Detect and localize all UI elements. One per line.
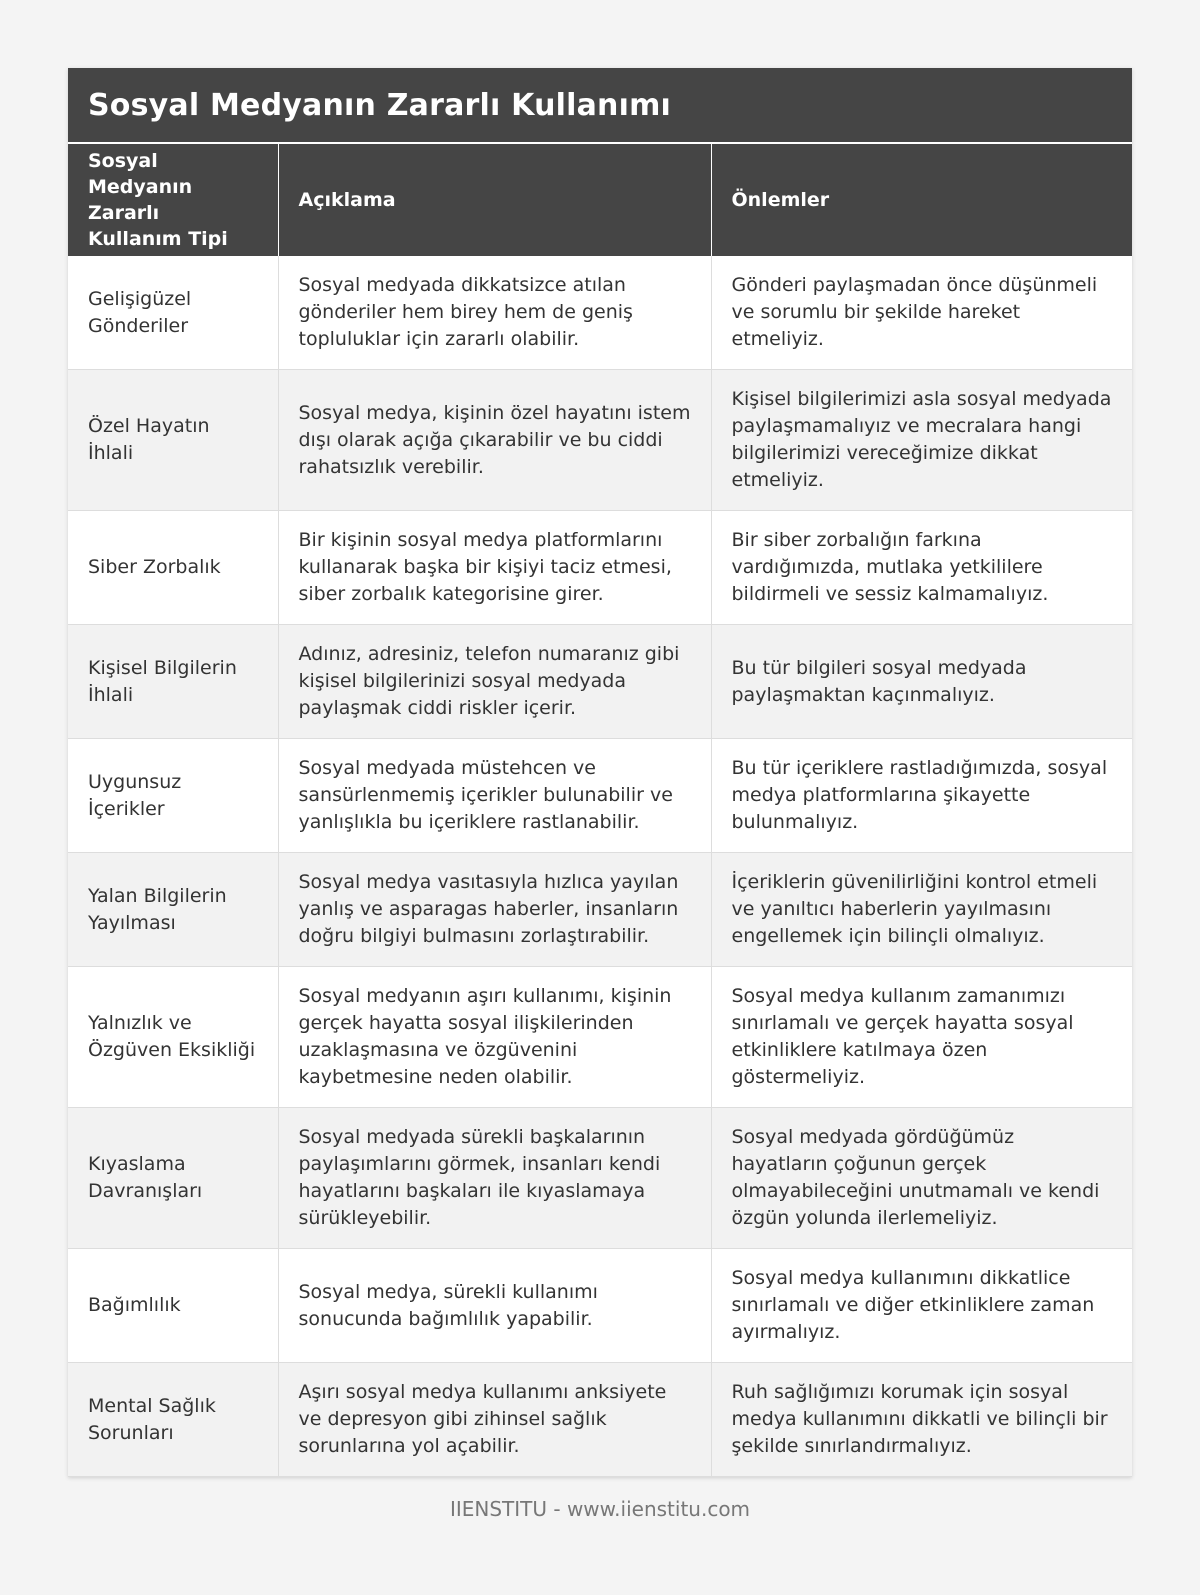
table-header-row [68, 144, 1132, 256]
column-header-description: Açıklama [278, 144, 711, 256]
title-bar [68, 68, 1132, 144]
cell-description: Sosyal medya vasıtasıyla hızlıca yayılan yanlış ve asparagas haberler, insanların doğru bilgiyi bulmasını zorlaştırabilir. [278, 853, 711, 967]
table-row [68, 853, 1132, 967]
cell-description: Aşırı sosyal medya kullanımı anksiyete ve depresyon gibi zihinsel sağlık sorunlarına yol açabilir. [278, 1363, 711, 1477]
table-row [68, 967, 1132, 1108]
table-row [68, 739, 1132, 853]
table-row [68, 511, 1132, 625]
table-row [68, 1108, 1132, 1249]
table-row [68, 256, 1132, 370]
harmful-usage-table [68, 144, 1132, 1477]
table-card [68, 68, 1132, 1477]
cell-type: Yalnızlık ve Özgüven Eksikliği [68, 967, 278, 1108]
cell-measures: Sosyal medya kullanım zamanımızı sınırlamalı ve gerçek hayatta sosyal etkinliklere katılmaya özen göstermeliyiz. [711, 967, 1132, 1108]
cell-description: Adınız, adresiniz, telefon numaranız gibi kişisel bilgilerinizi sosyal medyada paylaşmak ciddi riskler içerir. [278, 625, 711, 739]
table-row [68, 370, 1132, 511]
page-title: Sosyal Medyanın Zararlı Kullanımı [88, 87, 672, 123]
cell-measures: Kişisel bilgilerimizi asla sosyal medyada paylaşmamalıyız ve mecralara hangi bilgilerimizi vereceğimize dikkat etmeliyiz. [711, 370, 1132, 511]
footer-credit: IIENSTITU - www.iienstitu.com [449, 1497, 751, 1521]
cell-description: Sosyal medyada sürekli başkalarının paylaşımlarını görmek, insanları kendi hayatlarını başkaları ile kıyaslamaya sürükleyebilir. [278, 1108, 711, 1249]
cell-measures: İçeriklerin güvenilirliğini kontrol etmeli ve yanıltıcı haberlerin yayılmasını engellemek için bilinçli olmalıyız. [711, 853, 1132, 967]
cell-type: Yalan Bilgilerin Yayılması [68, 853, 278, 967]
column-header-type: Sosyal Medyanın Zararlı Kullanım Tipi [68, 144, 278, 256]
cell-description: Sosyal medya, sürekli kullanımı sonucunda bağımlılık yapabilir. [278, 1249, 711, 1363]
cell-type: Özel Hayatın İhlali [68, 370, 278, 511]
cell-measures: Bir siber zorbalığın farkına vardığımızda, mutlaka yetkililere bildirmeli ve sessiz kalmamalıyız. [711, 511, 1132, 625]
cell-type: Mental Sağlık Sorunları [68, 1363, 278, 1477]
cell-type: Uygunsuz İçerikler [68, 739, 278, 853]
cell-type: Bağımlılık [68, 1249, 278, 1363]
cell-type: Kıyaslama Davranışları [68, 1108, 278, 1249]
cell-type: Kişisel Bilgilerin İhlali [68, 625, 278, 739]
cell-type: Siber Zorbalık [68, 511, 278, 625]
cell-measures: Bu tür içeriklere rastladığımızda, sosyal medya platformlarına şikayette bulunmalıyız. [711, 739, 1132, 853]
cell-measures: Gönderi paylaşmadan önce düşünmeli ve sorumlu bir şekilde hareket etmeliyiz. [711, 256, 1132, 370]
cell-measures: Bu tür bilgileri sosyal medyada paylaşmaktan kaçınmalıyız. [711, 625, 1132, 739]
cell-measures: Ruh sağlığımızı korumak için sosyal medya kullanımını dikkatli ve bilinçli bir şekilde sınırlandırmalıyız. [711, 1363, 1132, 1477]
column-header-measures: Önlemler [711, 144, 1132, 256]
cell-description: Sosyal medyanın aşırı kullanımı, kişinin gerçek hayatta sosyal ilişkilerinden uzaklaşmasına ve özgüvenini kaybetmesine neden olabilir. [278, 967, 711, 1108]
cell-description: Sosyal medyada müstehcen ve sansürlenmemiş içerikler bulunabilir ve yanlışlıkla bu içeriklere rastlanabilir. [278, 739, 711, 853]
cell-measures: Sosyal medyada gördüğümüz hayatların çoğunun gerçek olmayabileceğini unutmamalı ve kendi özgün yolunda ilerlemeliyiz. [711, 1108, 1132, 1249]
table-row [68, 625, 1132, 739]
cell-type: Gelişigüzel Gönderiler [68, 256, 278, 370]
cell-description: Sosyal medyada dikkatsizce atılan gönderiler hem birey hem de geniş topluluklar için zararlı olabilir. [278, 256, 711, 370]
table-row [68, 1249, 1132, 1363]
cell-measures: Sosyal medya kullanımını dikkatlice sınırlamalı ve diğer etkinliklere zaman ayırmalıyız. [711, 1249, 1132, 1363]
cell-description: Sosyal medya, kişinin özel hayatını istem dışı olarak açığa çıkarabilir ve bu ciddi rahatsızlık verebilir. [278, 370, 711, 511]
cell-description: Bir kişinin sosyal medya platformlarını kullanarak başka bir kişiyi taciz etmesi, siber zorbalık kategorisine girer. [278, 511, 711, 625]
table-row [68, 1363, 1132, 1477]
